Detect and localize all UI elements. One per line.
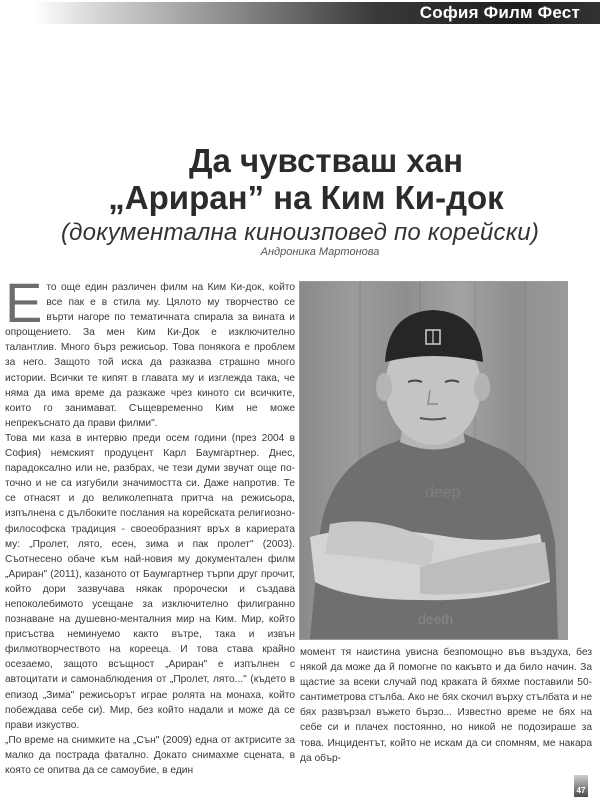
article-title-line-2: „Ариран” на Ким Ки-док	[108, 179, 504, 216]
text-column-left	[5, 271, 295, 778]
paragraph-text: то още един различен филм на Ким Ки-док, който все пак е в стила му. Цялото му творчество се върти нагоре по тематичната спирала за вината и опрощението. За мен Ким Ки-Док е изключително талантлив. Много бърз режисьор. Това понякога е проблем за него. Защото той иска да разказва страшно много истории. Всички те кипят в главата му и изглежда така, че няма да има време да разкаже чрез киното си всичките, които го занимават. Същевременно Ким не може непрекъснато да прави филми".	[5, 282, 295, 429]
paragraph	[5, 271, 295, 431]
drop-cap: Е	[5, 271, 43, 334]
page-number: 47	[574, 775, 588, 797]
portrait-illustration	[300, 282, 567, 639]
svg-text:deeth: deeth	[418, 611, 454, 627]
paragraph: момент тя наистина увисна безпомощно във въздуха, без някой да може да й помогне по какъвто и да било начин. За щастие за всеки случай под краката й бяхме поставили 50-сантиметрова стълба. Ако не бях скочил върху стълбата и не бях развързал въжето бързо... Известно време не бях на себе си и плачех постоянно, но никой не подозираше за това. Инцидентът, който не искам да си спомням, ме накара да обър-	[300, 647, 592, 764]
article-title-line-1: Да чувстваш хан	[188, 142, 464, 179]
text-column-right	[300, 645, 592, 766]
section-title: София Филм Фест	[419, 3, 580, 22]
portrait-photo	[299, 281, 568, 640]
paragraph: Това ми каза в интервю преди осем години (през 2004 в София) немският продуцент Карл Баумгартнер. Днес, парадоксално или не, разбрах, че тези думи звучат още по-точно и не са изгубили значимостта си. Даже напротив. Те се отнасят и до великолепната притча на режисьора, изпълнена с дълбоките послания на корейската религиозно-философска традиция - своеобразният връх в кариерата му: „Пролет, лято, есен, зима и пак пролет" (2003). Съотнесено обаче към най-новия му документален филм „Ариран" (2011), казаното от Баумгартнер търпи друг прочит, който дори зазвучава някак пророчески и създава непоколебимото усещане за изключително филигранно познаване на душевно-менталния мир на Ким. Мир, който присъства неминуемо както вътре, така и извън филмотворчеството на корееца. И това става крайно осезаемо, защото всъщност „Ариран" е изпълнен с автоцитати и самонаблюдения от „Пролет, лято..." (където в епизод „Зима" режисьорът играе ролята на монаха, който побеждава себе си). Мир, без който надали и може да се прави изкуство.	[5, 432, 295, 731]
section-header-bar	[34, 2, 600, 24]
svg-text:deep: deep	[425, 484, 461, 501]
article-subtitle: (документална киноизповед по корейски)	[60, 219, 540, 246]
paragraph: „По време на снимките на „Сън" (2009) една от актрисите за малко да пострада фатално. Докато снимахме сцената, в която се опитва да се самоубие, в един	[5, 734, 295, 776]
article-author: Андроника Мартонова	[260, 246, 380, 258]
